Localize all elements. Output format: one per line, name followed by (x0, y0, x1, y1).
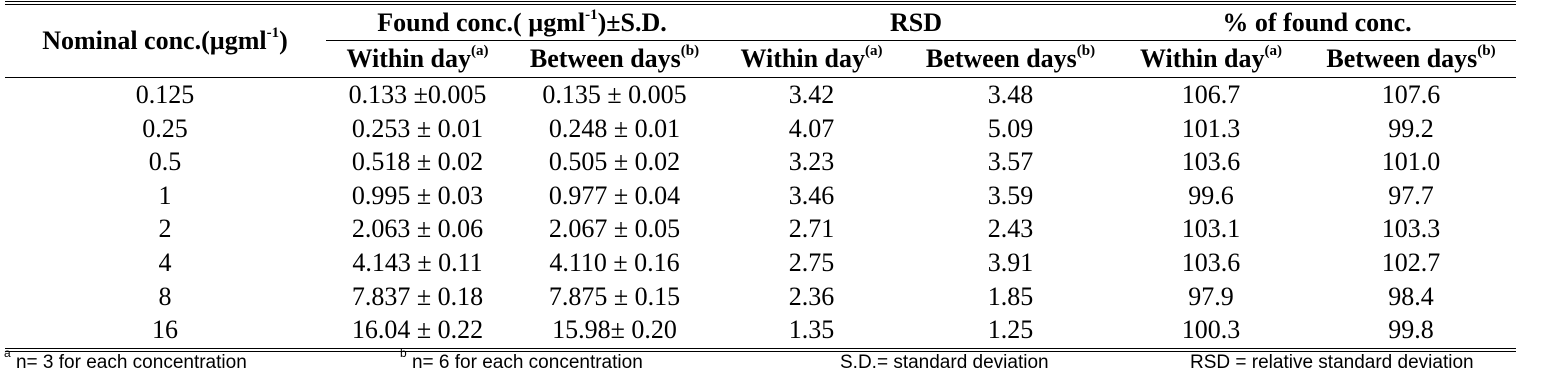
pct-between-days-cell: 99.2 (1388, 113, 1434, 143)
found-between-days-cell: 0.505 ± 0.02 (548, 147, 681, 177)
rsd-between-days-cell: 1.85 (987, 281, 1034, 311)
found-within-day-cell: 0.518 ± 0.02 (351, 147, 484, 177)
pct-within-day-cell: 106.7 (1181, 80, 1241, 109)
found-conc-sd: )±S.D. (597, 8, 667, 37)
table-row (0, 112, 1542, 146)
rsd-within-day-header (720, 42, 903, 76)
footnote-rsd: RSD = relative standard deviation (1190, 352, 1474, 373)
pct-between-days-cell: 98.4 (1388, 281, 1434, 311)
found-within-day-cell: 16.04 ± 0.22 (351, 315, 484, 345)
top-rule-double (5, 4, 1516, 5)
pct-within-day-cell: 103.6 (1181, 147, 1241, 177)
pct-between-days-cell: 102.7 (1381, 247, 1441, 277)
found-within-day-cell: 4.143 ± 0.11 (352, 247, 483, 277)
rsd-within-day-cell: 3.42 (788, 80, 835, 109)
footnote-a-mark: a (4, 345, 11, 360)
rsd-between-days-cell: 3.48 (987, 80, 1034, 109)
nominal-conc-cell: 0.25 (142, 113, 188, 143)
table-row (0, 145, 1542, 179)
nominal-conc-cell: 0.5 (148, 147, 182, 177)
found-within-day-cell: 0.253 ± 0.01 (351, 113, 484, 143)
table-body (0, 78, 1542, 347)
within-day-label: Within day (346, 44, 471, 73)
footnote-a-text: n= 3 for each concentration (10, 352, 247, 373)
found-between-days-cell: 7.875 ± 0.15 (548, 281, 681, 311)
pct-within-day-cell: 103.1 (1181, 214, 1241, 244)
rsd-within-day-cell: 3.23 (788, 147, 835, 177)
within-day-label: Within day (1139, 44, 1265, 73)
bottom-rule (5, 348, 1516, 349)
top-rule (5, 1, 1516, 2)
found-between-days-cell: 0.135 ± 0.005 (542, 80, 687, 109)
rsd-within-day-cell: 2.36 (788, 281, 835, 311)
footnote-b-mark: b (400, 345, 407, 360)
found-conc-header (326, 6, 718, 40)
nominal-conc-cell: 2 (158, 214, 172, 244)
found-within-day-cell: 7.837 ± 0.18 (351, 281, 484, 311)
found-conc-label: Found conc.( µgml (377, 8, 586, 37)
footnote-ref-b: (b) (680, 43, 700, 60)
footnote-ref-a: (a) (1264, 43, 1282, 60)
nominal-conc-cell: 16 (152, 315, 178, 345)
table-row (0, 179, 1542, 213)
found-within-day-cell: 0.995 ± 0.03 (351, 180, 484, 210)
rsd-between-days-cell: 5.09 (987, 113, 1034, 143)
nominal-conc-cell: 8 (158, 281, 172, 311)
table-row (0, 212, 1542, 246)
nominal-conc-unit-exp: -1 (266, 25, 280, 42)
pct-between-days-cell: 101.0 (1381, 147, 1441, 177)
pct-between-days-cell: 103.3 (1381, 214, 1441, 244)
rsd-within-day-cell: 1.35 (788, 315, 835, 345)
within-day-label: Within day (740, 44, 865, 73)
footnote-ref-b: (b) (1477, 43, 1496, 60)
table-row (0, 246, 1542, 280)
footnote-sd: S.D.= standard deviation (840, 352, 1049, 373)
pct-within-day-cell: 99.6 (1188, 180, 1234, 210)
pct-between-days-cell: 99.8 (1388, 315, 1434, 345)
rsd-between-days-cell: 3.57 (987, 147, 1034, 177)
rsd-within-day-cell: 4.07 (788, 113, 835, 143)
found-between-days-cell: 0.248 ± 0.01 (548, 113, 681, 143)
pct-found-header: % of found conc. (1222, 8, 1412, 37)
between-days-label: Between days (529, 44, 681, 73)
between-days-label: Between days (1326, 44, 1478, 73)
nominal-conc-header (5, 6, 325, 76)
footnote-ref-b: (b) (1076, 43, 1096, 60)
subheader-rule (326, 40, 1516, 41)
found-within-day-cell: 0.133 ±0.005 (348, 80, 487, 109)
table-row (0, 280, 1542, 314)
found-between-days-cell: 4.110 ± 0.16 (549, 247, 680, 277)
pct-within-day-cell: 103.6 (1181, 247, 1241, 277)
pct-between-days-header (1306, 42, 1516, 76)
rsd-between-days-cell: 1.25 (987, 315, 1034, 345)
found-between-days-cell: 2.067 ± 0.05 (548, 214, 681, 244)
between-days-label: Between days (925, 44, 1077, 73)
pct-within-day-cell: 97.9 (1188, 281, 1234, 311)
pct-between-days-cell: 97.7 (1388, 180, 1434, 210)
nominal-conc-close: ) (279, 26, 288, 55)
table-footnotes (0, 345, 1542, 374)
table-row (0, 313, 1542, 347)
rsd-between-days-cell: 3.91 (987, 247, 1034, 277)
rsd-between-days-cell: 3.59 (987, 180, 1034, 210)
rsd-header: RSD (889, 8, 942, 37)
pct-within-day-header (1118, 42, 1304, 76)
found-between-days-cell: 15.98± 0.20 (552, 315, 677, 345)
rsd-within-day-cell: 2.75 (788, 247, 835, 277)
pct-within-day-cell: 100.3 (1181, 315, 1241, 345)
found-within-day-header (326, 42, 509, 76)
rsd-within-day-cell: 3.46 (788, 180, 835, 210)
footnote-ref-a: (a) (865, 43, 883, 60)
nominal-conc-label: Nominal conc.(µgml (42, 26, 267, 55)
nominal-conc-cell: 1 (158, 180, 172, 210)
nominal-conc-cell: 4 (158, 247, 172, 277)
rsd-between-days-cell: 2.43 (987, 214, 1034, 244)
found-within-day-cell: 2.063 ± 0.06 (351, 214, 484, 244)
pct-within-day-cell: 101.3 (1181, 113, 1241, 143)
found-between-days-header (511, 42, 718, 76)
footnote-ref-a: (a) (471, 43, 489, 60)
rsd-between-days-header (905, 42, 1116, 76)
rsd-within-day-cell: 2.71 (788, 214, 835, 244)
table-row (0, 78, 1542, 112)
footnote-b-text: n= 6 for each concentration (406, 352, 643, 373)
pct-between-days-cell: 107.6 (1381, 80, 1441, 109)
footnote-b (400, 345, 643, 374)
nominal-conc-cell: 0.125 (135, 80, 195, 109)
found-conc-unit-exp: -1 (585, 7, 598, 24)
found-between-days-cell: 0.977 ± 0.04 (548, 180, 681, 210)
footnote-a (4, 345, 247, 374)
